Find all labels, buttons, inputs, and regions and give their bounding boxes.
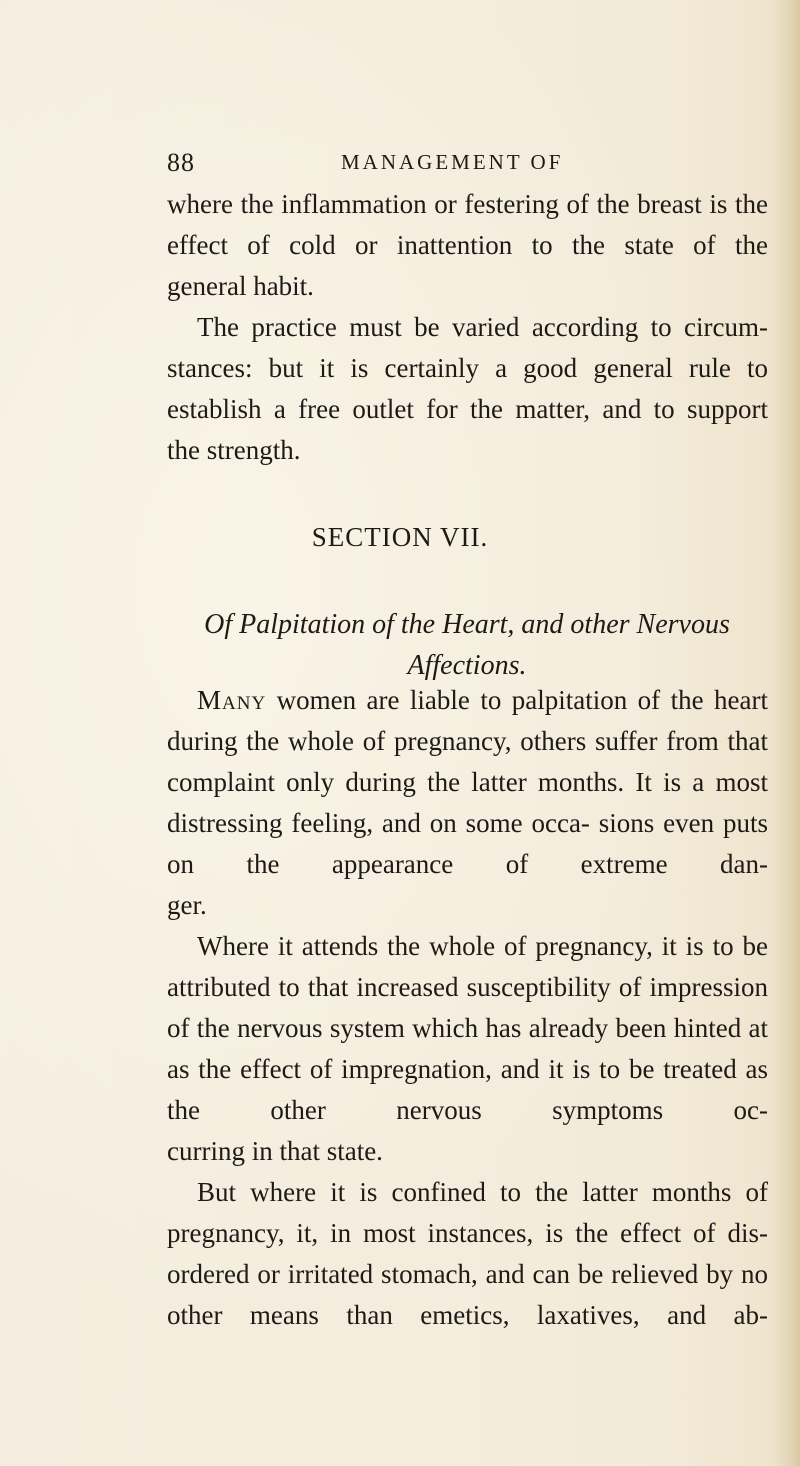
paragraph-continuation — [167, 184, 768, 266]
text-line: pregnancy, it, in most instances, is the effect of dis- — [167, 1218, 768, 1248]
paragraph-end: ger. — [167, 890, 207, 920]
text-block-2 — [167, 680, 768, 1336]
section-heading: SECTION VII. — [311, 522, 489, 552]
paragraph-end: curring in that state. — [167, 1136, 383, 1166]
text-block-1 — [167, 184, 768, 471]
text-line: But where it is confined to the latter months of — [197, 1177, 768, 1207]
page-header — [167, 148, 767, 184]
paragraph-end: the strength. — [167, 435, 301, 465]
text-line: from that complaint only during the latter months. — [167, 726, 769, 797]
section-title-line: Of Palpitation of the Heart, and other Nervous — [204, 609, 730, 640]
paragraph-practice — [167, 307, 768, 430]
text-line: to be attributed to that increased susceptibility of — [167, 931, 768, 1002]
text-line: impression of the nervous system which has already — [167, 972, 768, 1043]
text-line: is to be treated as the other nervous symptoms oc- — [167, 1054, 768, 1125]
text-line: the effect of cold or inattention to the state of the — [167, 189, 768, 260]
paragraph-where-it-attends — [167, 926, 768, 1131]
text-line: been hinted at as the effect of impregnation, and it — [167, 1013, 768, 1084]
paragraph-many-women — [167, 680, 768, 885]
running-head: MANAGEMENT OF — [341, 150, 564, 174]
paragraph-but-where — [167, 1172, 768, 1336]
text-line: It is a most distressing feeling, and on some occa- — [167, 767, 768, 838]
drop-word: Many — [197, 685, 267, 715]
text-line: establish a free outlet for the matter, and to support — [167, 394, 768, 424]
text-line: where the inflammation or festering of the breast is — [167, 189, 728, 219]
paragraph-end: general habit. — [167, 271, 314, 301]
text-line: by no other means than emetics, laxatives, and ab- — [167, 1259, 768, 1330]
text-line: Where it attends the whole of pregnancy, it is — [197, 931, 704, 961]
page-edge-shadow — [770, 0, 800, 1466]
text-line: heart during the whole of pregnancy, others suffer — [167, 685, 768, 756]
section-title — [167, 604, 767, 686]
page-number: 88 — [167, 148, 195, 177]
text-line: women are liable to palpitation of the — [266, 685, 704, 715]
text-line: The practice must be varied according to circum- — [197, 312, 768, 342]
text-line: ordered or irritated stomach, and can be relieved — [167, 1259, 699, 1289]
text-line: stances: but it is certainly a good general rule to — [167, 353, 768, 383]
text-line: sions even puts on the appearance of extreme dan- — [167, 808, 768, 879]
section-title-line: Affections. — [407, 650, 527, 681]
